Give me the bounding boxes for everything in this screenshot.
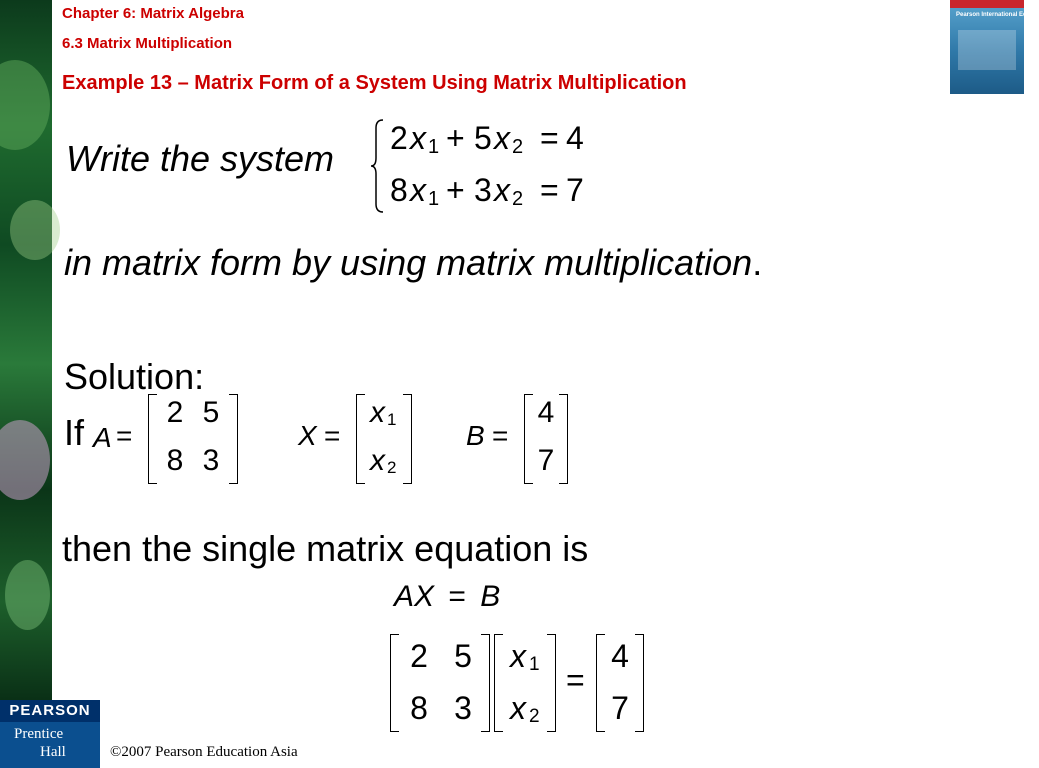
matrix-x [356,394,412,484]
matrix-a-cell: 3 [202,444,220,477]
eq1-equals: = [540,120,559,156]
logo-pearson: PEARSON [0,700,100,722]
matrix-x-sub: 2 [387,458,397,477]
matrix-a-equals: = [116,420,133,451]
final-matrix-x [494,634,556,732]
ax-a: A [394,580,415,613]
final-x-var: x [510,638,526,674]
ax-equals: = [448,580,466,613]
solution-label: Solution: [64,356,205,397]
final-matrix-b [596,634,644,732]
pearson-prentice-hall-logo [0,700,100,768]
final-equals: = [566,662,585,698]
matrix-b-cell: 4 [537,396,555,429]
matrix-a-cell: 8 [166,444,184,477]
intro-text: Write the system [66,138,335,179]
left-brace [370,118,384,214]
final-a-cell: 8 [410,690,428,726]
matrix-a-cell: 2 [166,396,184,429]
eq2-coef2: 3 [474,172,492,208]
eq1-var2: x [494,120,510,156]
eq1-sub2: 2 [512,136,524,158]
example-title: Example 13 – Matrix Form of a System Using Matrix Multiplication [62,72,687,94]
if-label: If [64,412,85,453]
eq2-plus: + [446,172,465,208]
final-x-sub: 1 [529,654,540,675]
final-a-cell: 3 [454,690,472,726]
final-matrix-a [390,634,490,732]
eq1-var1: x [410,120,426,156]
matrix-x-var: x [370,396,385,429]
eq2-var2: x [494,172,510,208]
equation-1 [390,120,630,160]
ax-b: B [480,580,501,613]
matrix-b-equals: = [492,420,509,451]
final-x-var: x [510,690,526,726]
instruction-text [64,242,762,284]
matrix-a [148,394,238,484]
logo-prentice: Prentice [14,726,64,742]
matrix-b-name: B [466,420,485,451]
eq1-plus: + [446,120,465,156]
equation-2 [390,172,630,212]
final-a-cell: 5 [454,638,472,674]
ax-equals-b [394,580,500,614]
matrix-x-sub: 1 [387,410,397,429]
then-text: then the single matrix equation is [62,528,589,569]
eq1-rhs: 4 [566,120,584,156]
matrix-b [524,394,568,484]
eq2-var1: x [410,172,426,208]
matrix-x-equals: = [324,420,341,451]
matrix-x-name: X [298,420,317,451]
chapter-title: Chapter 6: Matrix Algebra [62,5,244,22]
eq2-rhs: 7 [566,172,584,208]
final-a-cell: 2 [410,638,428,674]
matrix-a-name: A [93,422,112,453]
book-cover-image [950,0,1039,94]
matrix-a-cell: 5 [202,396,220,429]
eq2-sub1: 1 [428,188,440,210]
eq2-sub2: 2 [512,188,524,210]
eq2-equals: = [540,172,559,208]
final-b-cell: 7 [611,690,629,726]
section-title: 6.3 Matrix Multiplication [62,35,233,52]
eq1-coef2: 5 [474,120,492,156]
instruction-period: . [752,242,763,283]
matrix-x-var: x [370,444,385,477]
instruction-main: in matrix form by using matrix multiplication [64,242,753,283]
matrix-b-cell: 7 [537,444,555,477]
decorative-side-strip [0,0,52,700]
eq2-coef1: 8 [390,172,408,208]
final-x-sub: 2 [529,706,540,727]
copyright-footer: ©2007 Pearson Education Asia [110,744,298,760]
cover-label: Pearson International Edition [956,12,1039,18]
final-b-cell: 4 [611,638,629,674]
eq1-sub1: 1 [428,136,440,158]
eq1-coef1: 2 [390,120,408,156]
logo-hall: Hall [40,744,66,760]
ax-x: X [414,580,435,613]
